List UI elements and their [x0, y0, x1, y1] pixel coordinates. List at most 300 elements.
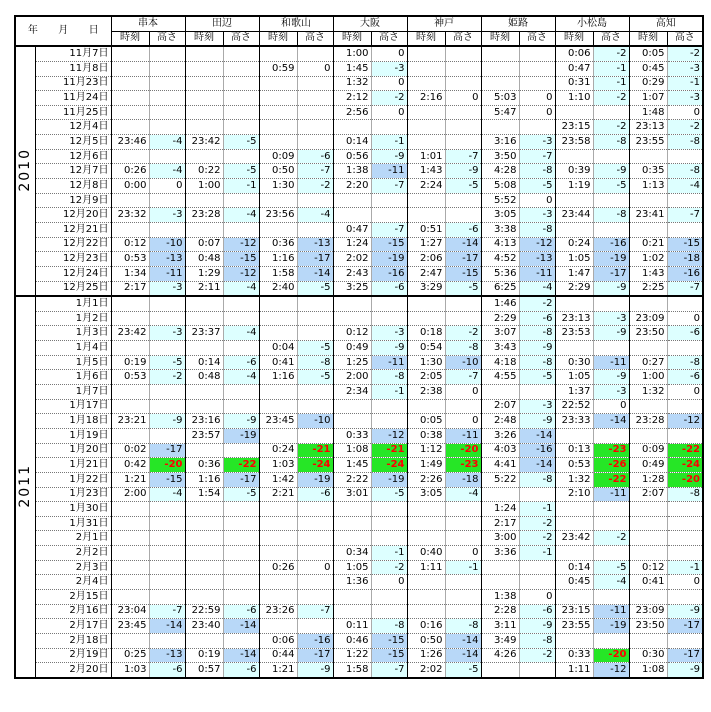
height-cell: -8 — [445, 619, 481, 634]
height-cell: -1 — [445, 560, 481, 575]
time-cell: 0:09 — [629, 443, 667, 458]
height-cell: 0 — [297, 560, 333, 575]
time-cell: 0:53 — [111, 370, 149, 385]
time-cell: 23:15 — [555, 120, 593, 135]
height-cell: -8 — [593, 135, 629, 150]
time-cell — [111, 120, 149, 135]
time-cell — [629, 516, 667, 531]
time-cell: 5:52 — [481, 193, 519, 208]
height-cell: -3 — [593, 311, 629, 326]
time-cell: 2:02 — [407, 663, 445, 678]
height-cell — [371, 604, 407, 619]
time-cell: 23:53 — [555, 326, 593, 341]
time-cell: 1:58 — [333, 663, 371, 678]
height-cell: -8 — [519, 326, 555, 341]
height-cell: -12 — [593, 663, 629, 678]
date-cell: 11月24日 — [35, 91, 111, 106]
table-row — [15, 179, 703, 194]
time-cell: 23:50 — [629, 619, 667, 634]
time-cell: 1:16 — [185, 472, 223, 487]
time-cell: 2:11 — [185, 281, 223, 296]
time-cell: 23:13 — [555, 311, 593, 326]
time-cell: 4:03 — [481, 443, 519, 458]
height-cell — [149, 91, 185, 106]
height-cell: -20 — [667, 472, 703, 487]
height-cell: 0 — [445, 385, 481, 400]
height-cell: -12 — [519, 237, 555, 252]
height-cell — [519, 663, 555, 678]
time-cell: 1:54 — [185, 487, 223, 502]
time-cell: 3:11 — [481, 619, 519, 634]
height-cell: -14 — [445, 237, 481, 252]
height-cell: -19 — [371, 472, 407, 487]
time-cell — [407, 193, 445, 208]
time-cell: 0:48 — [185, 370, 223, 385]
time-cell — [259, 296, 297, 311]
height-cell — [223, 296, 259, 311]
height-cell — [667, 516, 703, 531]
table-row — [15, 414, 703, 429]
time-cell: 2:47 — [407, 266, 445, 281]
time-cell: 0:11 — [333, 619, 371, 634]
time-cell — [111, 633, 149, 648]
date-cell: 1月3日 — [35, 326, 111, 341]
time-cell: 0:53 — [111, 252, 149, 267]
height-cell: -5 — [519, 370, 555, 385]
height-cell: -11 — [371, 355, 407, 370]
time-cell: 0:35 — [629, 164, 667, 179]
time-cell: 0:46 — [333, 633, 371, 648]
time-cell: 0:50 — [259, 164, 297, 179]
height-cell — [149, 560, 185, 575]
time-cell: 2:00 — [111, 487, 149, 502]
time-cell — [111, 502, 149, 517]
date-cell: 12月4日 — [35, 120, 111, 135]
date-cell: 12月20日 — [35, 208, 111, 223]
height-cell — [593, 193, 629, 208]
time-cell — [407, 135, 445, 150]
height-cell: -9 — [667, 663, 703, 678]
height-cell: -6 — [223, 355, 259, 370]
time-cell: 23:09 — [629, 604, 667, 619]
time-cell — [111, 222, 149, 237]
height-cell: -17 — [667, 619, 703, 634]
time-cell — [481, 76, 519, 91]
height-cell — [149, 589, 185, 604]
height-cell: -15 — [667, 237, 703, 252]
height-cell — [149, 531, 185, 546]
time-cell: 23:42 — [111, 326, 149, 341]
height-cell — [445, 311, 481, 326]
height-cell: -9 — [667, 604, 703, 619]
time-cell — [185, 76, 223, 91]
height-cell: -26 — [593, 458, 629, 473]
height-cell — [667, 296, 703, 311]
time-cell: 2:07 — [629, 487, 667, 502]
time-cell — [333, 414, 371, 429]
time-cell — [259, 589, 297, 604]
date-cell: 2月16日 — [35, 604, 111, 619]
time-cell: 3:07 — [481, 326, 519, 341]
time-cell — [481, 663, 519, 678]
height-cell: -8 — [519, 355, 555, 370]
height-cell: -13 — [297, 237, 333, 252]
time-cell: 0:00 — [111, 179, 149, 194]
time-cell: 5:47 — [481, 105, 519, 120]
height-cell — [667, 502, 703, 517]
height-column-header: 高さ — [297, 31, 333, 46]
time-cell: 1:08 — [629, 663, 667, 678]
height-cell: 0 — [297, 61, 333, 76]
height-cell: -18 — [445, 472, 481, 487]
year-cell — [15, 46, 35, 296]
time-cell: 3:25 — [333, 281, 371, 296]
time-cell — [185, 399, 223, 414]
height-cell: -11 — [371, 164, 407, 179]
time-cell — [185, 120, 223, 135]
table-row — [15, 341, 703, 356]
height-cell — [223, 46, 259, 61]
date-cell: 2月18日 — [35, 633, 111, 648]
height-cell — [519, 76, 555, 91]
height-column-header: 高さ — [223, 31, 259, 46]
height-cell: -22 — [667, 443, 703, 458]
date-cell: 1月1日 — [35, 296, 111, 311]
time-cell — [111, 531, 149, 546]
height-cell: -6 — [667, 370, 703, 385]
time-cell: 1:34 — [111, 266, 149, 281]
height-cell — [149, 575, 185, 590]
height-cell: -3 — [519, 135, 555, 150]
table-row — [15, 311, 703, 326]
table-row — [15, 663, 703, 678]
time-cell: 2:17 — [481, 516, 519, 531]
table-row — [15, 589, 703, 604]
time-cell: 1:19 — [555, 179, 593, 194]
height-cell: -17 — [667, 648, 703, 663]
time-cell: 1:24 — [333, 237, 371, 252]
height-cell: -20 — [149, 458, 185, 473]
table-row — [15, 149, 703, 164]
height-cell — [297, 385, 333, 400]
table-row — [15, 61, 703, 76]
time-cell — [481, 575, 519, 590]
time-cell: 23:57 — [185, 428, 223, 443]
time-cell: 5:08 — [481, 179, 519, 194]
time-cell: 0:24 — [555, 237, 593, 252]
height-cell: 0 — [445, 91, 481, 106]
height-cell — [297, 222, 333, 237]
height-cell: 0 — [667, 385, 703, 400]
height-cell — [445, 193, 481, 208]
time-cell: 3:36 — [481, 546, 519, 561]
height-cell — [445, 399, 481, 414]
time-cell: 4:52 — [481, 252, 519, 267]
time-cell — [111, 296, 149, 311]
date-cell: 2月17日 — [35, 619, 111, 634]
time-cell: 0:06 — [555, 46, 593, 61]
height-cell — [223, 61, 259, 76]
date-cell: 12月5日 — [35, 135, 111, 150]
time-cell — [407, 61, 445, 76]
time-cell: 5:22 — [481, 472, 519, 487]
height-cell — [149, 516, 185, 531]
height-cell: -16 — [297, 633, 333, 648]
height-cell: -17 — [593, 266, 629, 281]
time-cell — [333, 311, 371, 326]
time-cell: 1:16 — [259, 370, 297, 385]
height-cell: -4 — [519, 281, 555, 296]
height-cell: -9 — [519, 414, 555, 429]
height-cell: -5 — [371, 487, 407, 502]
time-cell — [481, 487, 519, 502]
time-cell: 23:15 — [555, 604, 593, 619]
height-cell — [371, 399, 407, 414]
height-cell: -4 — [593, 575, 629, 590]
time-cell: 0:54 — [407, 341, 445, 356]
time-cell: 23:04 — [111, 604, 149, 619]
time-cell: 0:24 — [259, 443, 297, 458]
time-cell: 0:56 — [333, 149, 371, 164]
height-cell — [593, 105, 629, 120]
date-cell: 12月24日 — [35, 266, 111, 281]
height-cell — [297, 311, 333, 326]
table-row — [15, 120, 703, 135]
height-column-header: 高さ — [519, 31, 555, 46]
date-cell: 2月15日 — [35, 589, 111, 604]
time-cell: 2:00 — [333, 370, 371, 385]
time-cell: 0:41 — [629, 575, 667, 590]
height-cell — [519, 46, 555, 61]
height-cell — [593, 296, 629, 311]
height-cell: -1 — [519, 546, 555, 561]
date-header — [15, 16, 111, 46]
date-cell: 1月7日 — [35, 385, 111, 400]
height-cell: -16 — [371, 266, 407, 281]
date-cell: 11月23日 — [35, 76, 111, 91]
time-cell: 1:05 — [333, 560, 371, 575]
height-cell: -8 — [519, 222, 555, 237]
time-cell — [481, 46, 519, 61]
time-cell — [259, 193, 297, 208]
height-cell — [445, 575, 481, 590]
time-cell: 0:05 — [407, 414, 445, 429]
time-cell: 23:55 — [629, 135, 667, 150]
date-cell: 11月25日 — [35, 105, 111, 120]
table-row — [15, 472, 703, 487]
time-cell — [111, 341, 149, 356]
date-cell: 12月22日 — [35, 237, 111, 252]
height-cell: -2 — [149, 370, 185, 385]
height-cell: -1 — [371, 546, 407, 561]
time-cell: 0:31 — [555, 76, 593, 91]
time-cell: 23:32 — [111, 208, 149, 223]
time-cell: 3:49 — [481, 633, 519, 648]
height-cell — [149, 193, 185, 208]
time-cell: 23:41 — [629, 208, 667, 223]
time-cell: 1:29 — [185, 266, 223, 281]
date-cell: 1月4日 — [35, 341, 111, 356]
time-cell: 23:42 — [555, 531, 593, 546]
height-cell: -19 — [371, 252, 407, 267]
time-cell: 1:11 — [555, 663, 593, 678]
time-cell — [333, 502, 371, 517]
month-label: 月 — [58, 25, 69, 37]
time-cell: 0:19 — [111, 355, 149, 370]
table-row — [15, 502, 703, 517]
time-cell — [481, 560, 519, 575]
time-cell: 2:56 — [333, 105, 371, 120]
time-cell — [185, 105, 223, 120]
height-cell: -6 — [519, 604, 555, 619]
height-cell: -8 — [297, 355, 333, 370]
date-cell: 12月21日 — [35, 222, 111, 237]
time-cell: 23:21 — [111, 414, 149, 429]
time-cell — [185, 61, 223, 76]
height-cell — [519, 575, 555, 590]
time-cell: 1:48 — [629, 105, 667, 120]
height-cell: -15 — [445, 266, 481, 281]
height-cell — [297, 546, 333, 561]
height-cell: -15 — [149, 472, 185, 487]
date-cell: 1月22日 — [35, 472, 111, 487]
height-cell: -2 — [519, 648, 555, 663]
time-cell: 2:21 — [259, 487, 297, 502]
year-cell — [15, 296, 35, 678]
time-cell — [259, 76, 297, 91]
time-cell — [185, 222, 223, 237]
height-cell: -9 — [593, 326, 629, 341]
height-cell: -7 — [297, 604, 333, 619]
time-cell: 2:40 — [259, 281, 297, 296]
height-column-header: 高さ — [667, 31, 703, 46]
height-cell: -11 — [593, 604, 629, 619]
time-cell: 1:32 — [555, 472, 593, 487]
height-cell: -11 — [445, 428, 481, 443]
height-cell: 0 — [371, 46, 407, 61]
time-cell — [259, 135, 297, 150]
time-cell: 2:22 — [333, 472, 371, 487]
date-cell: 1月23日 — [35, 487, 111, 502]
height-cell — [223, 91, 259, 106]
time-cell: 0:53 — [555, 458, 593, 473]
date-cell: 12月25日 — [35, 281, 111, 296]
table-row — [15, 604, 703, 619]
time-cell — [407, 120, 445, 135]
height-cell: -9 — [519, 619, 555, 634]
time-cell: 1:30 — [259, 179, 297, 194]
time-cell — [259, 222, 297, 237]
height-cell: -2 — [593, 46, 629, 61]
time-cell — [185, 91, 223, 106]
time-cell — [111, 399, 149, 414]
time-cell: 0:06 — [259, 633, 297, 648]
height-cell — [593, 502, 629, 517]
time-cell — [555, 341, 593, 356]
height-cell: -2 — [667, 46, 703, 61]
height-cell: -15 — [371, 633, 407, 648]
height-cell: -9 — [297, 663, 333, 678]
height-cell: -14 — [593, 414, 629, 429]
time-cell — [629, 222, 667, 237]
time-cell: 3:00 — [481, 531, 519, 546]
time-cell: 2:38 — [407, 385, 445, 400]
height-cell: -22 — [223, 458, 259, 473]
height-cell — [371, 120, 407, 135]
height-cell: -9 — [593, 164, 629, 179]
time-cell: 1:27 — [407, 237, 445, 252]
height-cell — [593, 516, 629, 531]
day-label: 日 — [88, 25, 99, 37]
height-cell: -6 — [223, 604, 259, 619]
height-cell — [223, 341, 259, 356]
height-cell — [223, 546, 259, 561]
time-cell: 5:36 — [481, 266, 519, 281]
time-cell: 2:25 — [629, 281, 667, 296]
height-cell — [223, 502, 259, 517]
height-column-header: 高さ — [371, 31, 407, 46]
height-cell — [297, 135, 333, 150]
time-cell: 0:44 — [259, 648, 297, 663]
height-cell — [667, 193, 703, 208]
table-row — [15, 619, 703, 634]
height-cell — [297, 105, 333, 120]
date-cell: 1月31日 — [35, 516, 111, 531]
height-cell: -4 — [223, 326, 259, 341]
time-cell: 0:48 — [185, 252, 223, 267]
height-cell — [223, 531, 259, 546]
station-header: 大阪 — [333, 16, 407, 31]
time-cell: 23:50 — [629, 326, 667, 341]
height-cell — [445, 120, 481, 135]
height-cell: -3 — [519, 399, 555, 414]
height-cell: -7 — [149, 604, 185, 619]
time-cell: 3:50 — [481, 149, 519, 164]
height-cell: -3 — [371, 326, 407, 341]
time-column-header: 時刻 — [555, 31, 593, 46]
height-cell: -4 — [149, 164, 185, 179]
time-cell: 23:28 — [185, 208, 223, 223]
height-cell — [149, 46, 185, 61]
height-cell — [371, 589, 407, 604]
time-cell: 0:29 — [629, 76, 667, 91]
tide-table — [14, 15, 704, 679]
time-cell: 2:29 — [555, 281, 593, 296]
time-cell — [185, 546, 223, 561]
height-cell — [445, 531, 481, 546]
time-cell: 1:42 — [259, 472, 297, 487]
height-cell — [519, 560, 555, 575]
time-cell: 0:12 — [333, 326, 371, 341]
time-cell: 23:40 — [185, 619, 223, 634]
time-cell — [259, 619, 297, 634]
height-cell — [149, 105, 185, 120]
time-cell — [259, 105, 297, 120]
height-cell — [149, 76, 185, 91]
height-cell — [445, 105, 481, 120]
height-cell — [667, 531, 703, 546]
height-cell: -15 — [371, 237, 407, 252]
height-cell: -12 — [371, 428, 407, 443]
height-cell: -15 — [371, 648, 407, 663]
header-row-subcolumns — [15, 31, 703, 46]
table-row — [15, 326, 703, 341]
time-cell — [555, 222, 593, 237]
date-cell: 12月23日 — [35, 252, 111, 267]
height-cell — [445, 296, 481, 311]
time-cell: 2:16 — [407, 91, 445, 106]
height-cell: -2 — [371, 560, 407, 575]
